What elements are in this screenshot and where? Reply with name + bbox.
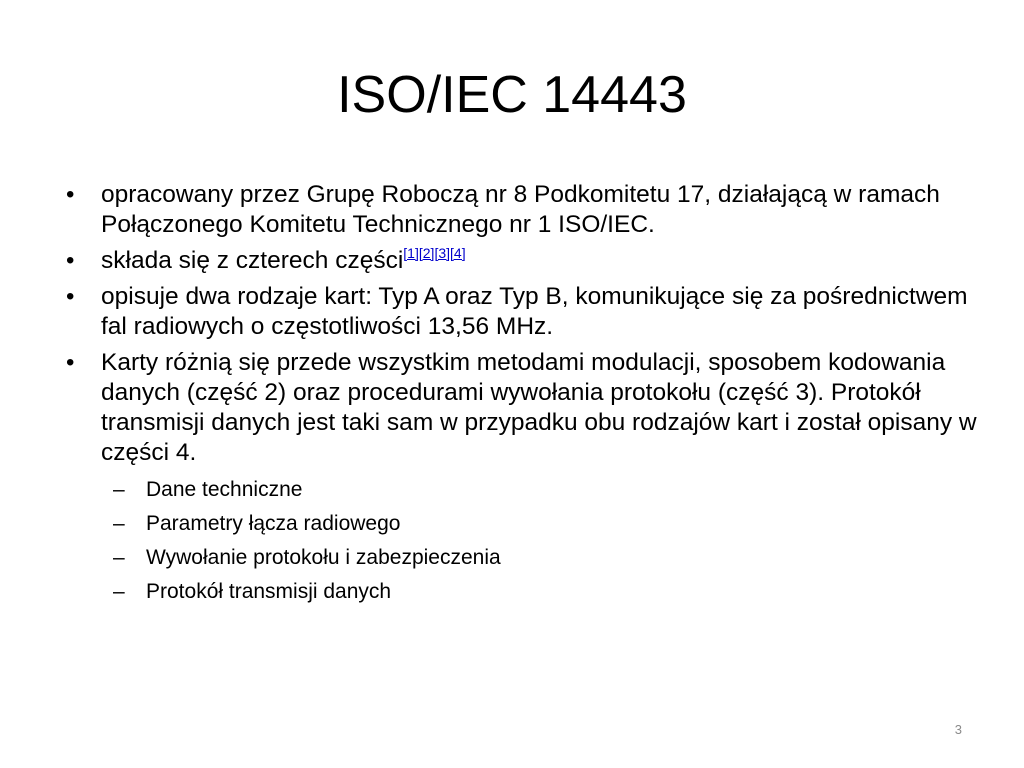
sub-item-text: Dane techniczne <box>146 478 303 501</box>
bullet-text: składa się z czterech części <box>101 247 404 274</box>
dash-icon: – <box>113 478 125 501</box>
sub-item-text: Parametry łącza radiowego <box>146 512 401 535</box>
reference-links <box>403 245 465 261</box>
sub-item <box>101 507 978 541</box>
slide-title: ISO/IEC 14443 <box>337 66 687 124</box>
page-number: 3 <box>954 722 962 737</box>
bullet-item <box>58 246 978 276</box>
dash-icon: – <box>113 546 125 569</box>
bullet-dot-icon: • <box>66 349 75 376</box>
sub-item <box>101 473 978 507</box>
bullet-item <box>58 180 978 240</box>
bullet-item <box>58 348 978 609</box>
bullet-dot-icon: • <box>66 283 75 310</box>
reference-link-4[interactable]: [4] <box>450 245 466 261</box>
slide-body <box>58 180 978 615</box>
reference-link-3[interactable]: [3] <box>434 245 451 261</box>
sub-item-text: Wywołanie protokołu i zabezpieczenia <box>146 546 501 569</box>
bullet-dot-icon: • <box>66 247 75 274</box>
bullet-list <box>58 180 978 609</box>
reference-link-2[interactable]: [2] <box>418 245 435 261</box>
bullet-text: opracowany przez Grupę Roboczą nr 8 Podkomitetu 17, działającą w ramach Połączonego Komitetu Technicznego nr 1 ISO/IEC. <box>101 181 940 238</box>
reference-link-1[interactable]: [1] <box>403 245 419 261</box>
sub-list <box>101 473 978 609</box>
bullet-text: opisuje dwa rodzaje kart: Typ A oraz Typ B, komunikujące się za pośrednictwem fal radiowych o częstotliwości 13,56 MHz. <box>101 283 968 340</box>
bullet-dot-icon: • <box>66 181 75 208</box>
sub-item <box>101 541 978 575</box>
sub-item <box>101 575 978 609</box>
bullet-item <box>58 282 978 342</box>
dash-icon: – <box>113 580 125 603</box>
bullet-text: Karty różnią się przede wszystkim metodami modulacji, sposobem kodowania danych (część 2) oraz procedurami wywołania protokołu (część 3). Protokół transmisji danych jest taki sam w przypadku obu rodzajów kart i został opisany w części 4. <box>101 349 977 466</box>
sub-item-text: Protokół transmisji danych <box>146 580 392 603</box>
dash-icon: – <box>113 512 125 535</box>
